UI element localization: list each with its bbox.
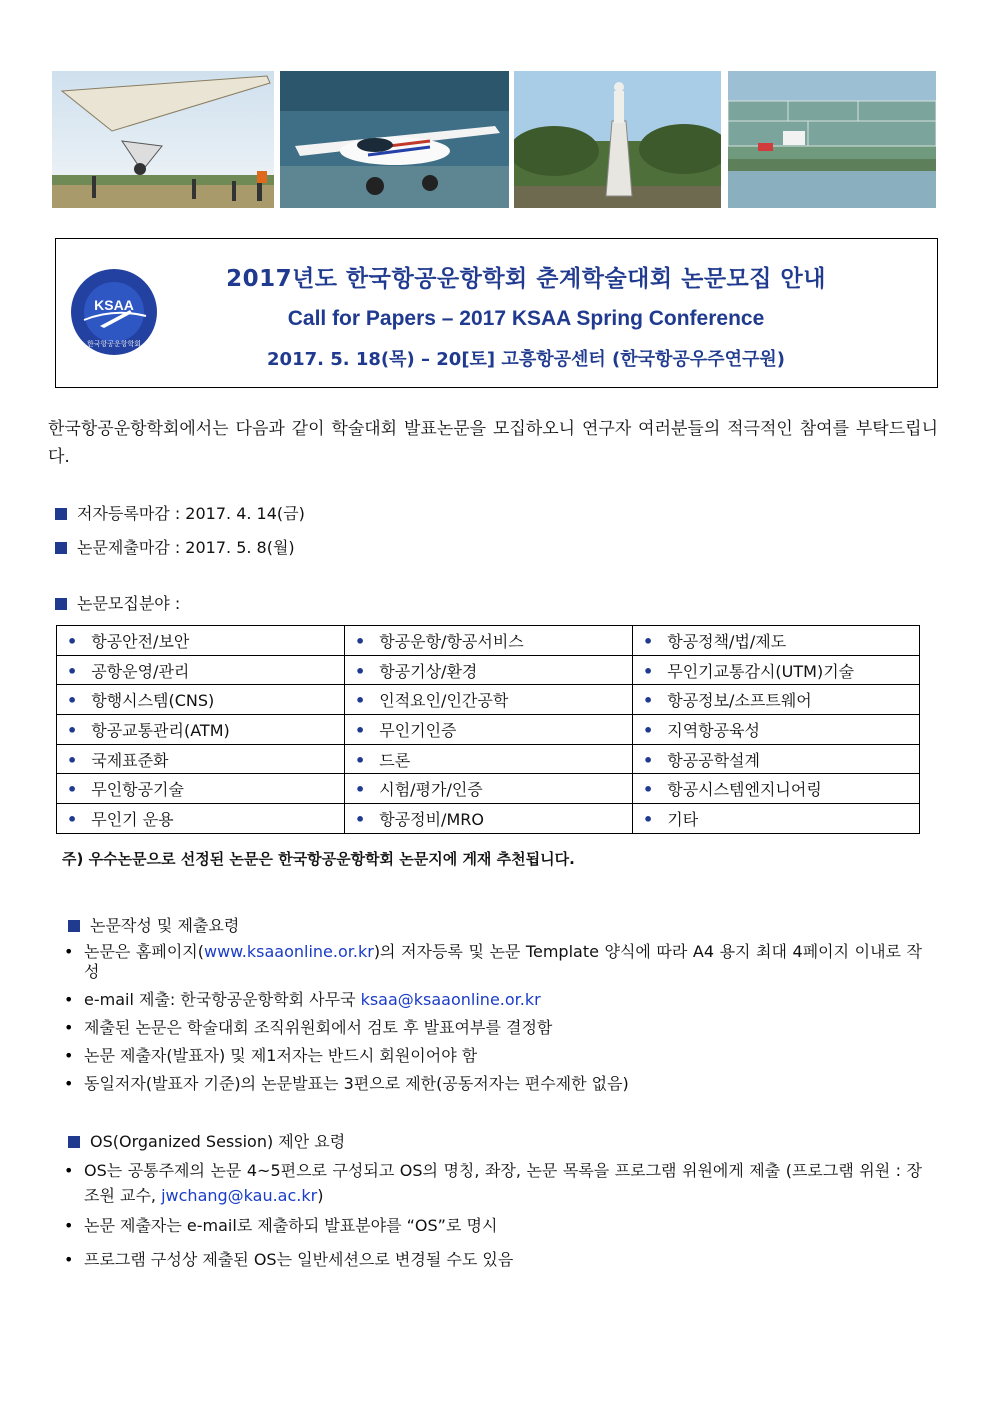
homepage-link[interactable]: www.ksaaonline.or.kr: [204, 942, 374, 961]
square-bullet-icon: [68, 920, 80, 932]
ksaa-logo: [70, 268, 158, 356]
table-cell: [57, 685, 345, 715]
square-bullet-icon: [55, 598, 67, 610]
table-cell: [633, 626, 920, 656]
email-link[interactable]: ksaa@ksaaonline.or.kr: [360, 990, 541, 1009]
table-row: [57, 744, 920, 774]
table-row: [57, 685, 920, 715]
field-label: 항공운항/항공서비스: [379, 631, 524, 651]
note-text: 주) 우수논문으로 선정된 논문은 한국항공운항학회 논문지에 게재 추천됩니다.: [62, 850, 575, 868]
bullet-icon: •: [67, 780, 78, 800]
fields-heading: 논문모집분야 :: [55, 591, 180, 614]
field-label: 지역항공육성: [667, 720, 760, 740]
table-cell: [345, 774, 633, 804]
svg-text:KSAA: KSAA: [94, 297, 134, 313]
field-label: 항공안전/보안: [91, 631, 190, 651]
table-cell: [633, 655, 920, 685]
table-cell: [633, 685, 920, 715]
list-item: • e-mail 제출: 한국항공운항학회 사무국 ksaa@ksaaonline.or.kr: [62, 990, 922, 1010]
bullet-icon: •: [643, 661, 654, 681]
field-label: 항공기상/환경: [379, 661, 478, 681]
table-cell: [633, 744, 920, 774]
bullet-icon: •: [355, 809, 366, 829]
svg-text:한국항공운항학회: 한국항공운항학회: [86, 340, 142, 348]
table-cell: [57, 804, 345, 834]
table-cell: [345, 715, 633, 745]
list-item: • 논문 제출자(발표자) 및 제1저자는 반드시 회원이어야 함: [62, 1046, 922, 1066]
field-label: 무인기인증: [379, 720, 457, 740]
bullet-icon: •: [643, 750, 654, 770]
table-cell: [57, 744, 345, 774]
photo-monument: [514, 71, 721, 208]
bullet-icon: •: [67, 809, 78, 829]
bullet-icon: •: [67, 720, 78, 740]
table-row: [57, 626, 920, 656]
photo-human-powered-aircraft: [52, 71, 274, 208]
table-cell: [345, 804, 633, 834]
conference-date-venue: 2017. 5. 18(목) – 20[토] 고흥항공센터 (한국항공우주연구원): [267, 349, 785, 370]
field-label: 무인기교통감시(UTM)기술: [667, 661, 855, 681]
field-label: 무인항공기술: [91, 780, 184, 800]
bullet-icon: •: [643, 631, 654, 651]
table-row: [57, 774, 920, 804]
list-item: • 논문은 홈페이지(www.ksaaonline.or.kr)의 저자등록 및 논문 Template 양식에 따라 A4 용지 최대 4페이지 이내로 작성: [62, 942, 922, 982]
deadline-paper-submission: 논문제출마감 : 2017. 5. 8(월): [55, 535, 295, 558]
field-label: 항공시스템엔지니어링: [667, 780, 822, 800]
photo-aerial-view: [728, 71, 936, 208]
deadline-author-registration: 저자등록마감 : 2017. 4. 14(금): [55, 501, 305, 524]
field-label: 항공공학설계: [667, 750, 760, 770]
table-row: [57, 715, 920, 745]
table-row: [57, 655, 920, 685]
title-english: Call for Papers – 2017 KSAA Spring Conference: [287, 307, 765, 330]
field-label: 항공정책/법/제도: [667, 631, 787, 651]
table-cell: [633, 804, 920, 834]
field-label: 항공정비/MRO: [379, 809, 484, 829]
field-label: 무인기 운용: [91, 809, 174, 829]
square-bullet-icon: [55, 508, 67, 520]
bullet-icon: •: [355, 750, 366, 770]
square-bullet-icon: [68, 1136, 80, 1148]
table-cell: [57, 626, 345, 656]
bullet-icon: •: [643, 809, 654, 829]
field-label: 항공정보/소프트웨어: [667, 691, 812, 711]
bullet-icon: •: [355, 720, 366, 740]
bullet-icon: •: [67, 750, 78, 770]
table-cell: [57, 655, 345, 685]
photo-strip: [52, 71, 936, 208]
table-cell: [633, 715, 920, 745]
bullet-icon: •: [355, 661, 366, 681]
square-bullet-icon: [55, 542, 67, 554]
table-cell: [633, 774, 920, 804]
conference-header: [55, 238, 938, 388]
submission-list: [62, 942, 922, 1094]
table-cell: [345, 744, 633, 774]
list-item: • 논문 제출자는 e-mail로 제출하되 발표분야를 “OS”로 명시: [62, 1216, 922, 1236]
table-cell: [57, 715, 345, 745]
list-item: • OS는 공통주제의 논문 4~5편으로 구성되고 OS의 명칭, 좌장, 논문 목록을 프로그램 위원에게 제출 (프로그램 위원 : 장조원 교수, jwchang@kau.ac.kr): [62, 1158, 922, 1208]
field-label: 기타: [667, 809, 699, 829]
field-label: 인적요인/인간공학: [379, 691, 509, 711]
field-label: 항행시스템(CNS): [91, 691, 215, 711]
bullet-icon: •: [355, 691, 366, 711]
bullet-icon: •: [355, 780, 366, 800]
submission-heading: 논문작성 및 제출요령: [68, 913, 239, 936]
table-row: [57, 804, 920, 834]
list-item: • 프로그램 구성상 제출된 OS는 일반세션으로 변경될 수도 있음: [62, 1250, 922, 1270]
table-cell: [345, 626, 633, 656]
os-list: [62, 1158, 922, 1270]
bullet-icon: •: [67, 661, 78, 681]
intro-paragraph: 한국항공운항학회에서는 다음과 같이 학술대회 발표논문을 모집하오니 연구자 여러분들의 적극적인 참여를 부탁드립니다.: [48, 419, 938, 467]
field-label: 국제표준화: [91, 750, 169, 770]
bullet-icon: •: [67, 691, 78, 711]
table-cell: [57, 774, 345, 804]
bullet-icon: •: [643, 780, 654, 800]
field-label: 시험/평가/인증: [379, 780, 483, 800]
field-label: 드론: [379, 750, 411, 770]
list-item: • 동일저자(발표자 기준)의 논문발표는 3편으로 제한(공동저자는 편수제한 없음): [62, 1074, 922, 1094]
table-cell: [345, 685, 633, 715]
title-korean: 2017년도 한국항공운항학회 춘계학술대회 논문모집 안내: [226, 266, 826, 292]
bullet-icon: •: [67, 631, 78, 651]
program-committee-email-link[interactable]: jwchang@kau.ac.kr: [161, 1186, 318, 1205]
research-fields-table: [56, 625, 920, 834]
photo-light-aircraft: [280, 71, 509, 208]
table-cell: [345, 655, 633, 685]
os-heading: OS(Organized Session) 제안 요령: [68, 1129, 345, 1152]
field-label: 공항운영/관리: [91, 661, 190, 681]
bullet-icon: •: [355, 631, 366, 651]
bullet-icon: •: [643, 720, 654, 740]
field-label: 항공교통관리(ATM): [91, 720, 230, 740]
bullet-icon: •: [643, 691, 654, 711]
list-item: • 제출된 논문은 학술대회 조직위원회에서 검토 후 발표여부를 결정함: [62, 1018, 922, 1038]
